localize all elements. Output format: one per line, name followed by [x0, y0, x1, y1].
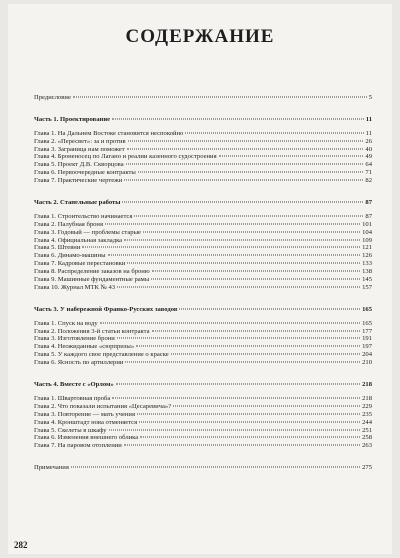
toc-chapter-entry-title: Глава 4. Кронштадт нова отменяется: [34, 418, 138, 426]
toc-chapter-entry-page: 235: [362, 410, 372, 418]
dot-leader: [116, 384, 360, 385]
toc-chapter-entry: [34, 213, 372, 221]
toc-part-entry-title: Часть 1. Проектирование: [34, 115, 111, 123]
toc-part-entry: [34, 199, 372, 207]
toc-chapter-entry: [34, 419, 372, 427]
dot-leader: [71, 467, 360, 468]
toc-chapter-entry-title: Глава 2. Палубная броня: [34, 220, 103, 228]
dot-leader: [138, 172, 364, 173]
dot-leader: [82, 247, 360, 248]
book-page: [8, 4, 392, 554]
dot-leader: [112, 397, 360, 398]
toc-chapter-entry: [34, 359, 372, 367]
toc-chapter-entry: [34, 434, 372, 442]
dot-leader: [140, 437, 360, 438]
toc-chapter-entry-page: 109: [362, 236, 372, 244]
toc-chapter-entry-page: 263: [362, 442, 372, 450]
dot-leader: [105, 223, 360, 224]
toc-chapter-entry-title: Глава 3. Повторение — мать учения: [34, 410, 135, 418]
dot-leader: [100, 322, 360, 323]
toc-chapter-entry: [34, 403, 372, 411]
toc-chapter-entry: [34, 335, 372, 343]
toc-chapter-entry: [34, 343, 372, 351]
toc-part-entry-title: Часть 4. Вместе с «Орлом»: [34, 381, 114, 389]
toc-chapter-entry-page: 87: [365, 212, 372, 220]
dot-leader: [127, 148, 364, 149]
toc-chapter-entry-title: Глава 2. Положения 3-й статьи контракта: [34, 327, 150, 335]
toc-chapter-entry-title: Глава 8. Распределение заказов на броню: [34, 268, 150, 276]
dot-leader: [127, 263, 360, 264]
dot-leader: [108, 255, 361, 256]
toc-chapter-entry: [34, 395, 372, 403]
toc-chapter-entry-title: Глава 5. Проект Д.В. Скворцова: [34, 161, 124, 169]
toc-chapter-entry-title: Глава 1. Швартовная проба: [34, 394, 111, 402]
toc-part-entry-page: 87: [365, 199, 372, 207]
toc-notes-entry-page: 275: [362, 464, 372, 472]
toc-chapter-entry: [34, 229, 372, 237]
page-number: 282: [14, 540, 28, 550]
toc-chapter-entry-page: 229: [362, 402, 372, 410]
dot-leader: [117, 338, 360, 339]
dot-leader: [125, 362, 360, 363]
dot-leader: [139, 421, 360, 422]
toc-chapter-entry: [34, 284, 372, 292]
dot-leader: [124, 180, 363, 181]
dot-leader: [152, 330, 361, 331]
toc-intro-entry: [34, 94, 372, 102]
toc-chapter-entry-title: Глава 9. Машинные фундаментные рамы: [34, 276, 150, 284]
toc-chapter-entry-title: Глава 6. Ясность по артиллерии: [34, 359, 124, 367]
toc-chapter-entry: [34, 138, 372, 146]
toc-chapter-entry-title: Глава 4. Неожиданные «сюрпризы»: [34, 343, 135, 351]
toc-part-entry: [34, 306, 372, 314]
toc-chapter-entry: [34, 427, 372, 435]
dot-leader: [128, 140, 364, 141]
toc-spacer: [34, 292, 372, 306]
toc-chapter-entry: [34, 320, 372, 328]
toc-chapter-entry: [34, 276, 372, 284]
dot-leader: [124, 239, 360, 240]
dot-leader: [185, 132, 363, 133]
toc-chapter-entry-title: Глава 7. Практические чертежи: [34, 177, 123, 185]
toc-chapter-entry: [34, 268, 372, 276]
toc-chapter-entry-title: Глава 5. Скелеты в шкафу: [34, 426, 107, 434]
dot-leader: [122, 202, 363, 203]
dot-leader: [152, 271, 360, 272]
toc-chapter-entry: [34, 244, 372, 252]
toc-spacer: [34, 102, 372, 116]
toc-spacer: [34, 367, 372, 381]
toc-chapter-entry-page: 157: [362, 283, 372, 291]
dot-leader: [179, 308, 360, 309]
toc-chapter-entry-title: Глава 6. Первоочередные контракты: [34, 169, 136, 177]
toc-chapter-entry-title: Глава 3. Годовый — проблемы старые: [34, 228, 141, 236]
toc-notes-entry-title: Примечания: [34, 464, 69, 472]
toc-spacer: [34, 450, 372, 464]
toc-chapter-entry-page: 64: [365, 161, 372, 169]
toc-chapter-entry-page: 244: [362, 418, 372, 426]
toc-chapter-entry-page: 258: [362, 434, 372, 442]
toc-chapter-entry: [34, 442, 372, 450]
toc-intro-entry-title: Предисловие: [34, 94, 71, 101]
toc-chapter-entry: [34, 177, 372, 185]
toc-spacer: [34, 185, 372, 199]
toc-chapter-entry-title: Глава 1. Строительство начинается: [34, 212, 133, 220]
dot-leader: [137, 413, 360, 414]
toc-chapter-entry: [34, 411, 372, 419]
page-title: СОДЕРЖАНИЕ: [125, 26, 275, 47]
dot-leader: [173, 405, 360, 406]
toc-chapter-entry-page: 126: [362, 252, 372, 260]
toc-intro-entry-page: 5: [368, 94, 372, 101]
toc-chapter-entry: [34, 153, 372, 161]
toc-chapter-entry-page: 165: [362, 319, 372, 327]
toc-chapter-entry-page: 82: [365, 177, 372, 185]
toc-part-entry: [34, 381, 372, 389]
toc-chapter-entry-page: 26: [365, 137, 372, 145]
toc-chapter-entry: [34, 161, 372, 169]
toc-chapter-entry-title: Глава 6. Изменения внешнего облика: [34, 434, 139, 442]
dot-leader: [117, 286, 360, 287]
toc-chapter-entry: [34, 237, 372, 245]
toc-chapter-entry-title: Глава 1. На Дальнем Востоке становится неспокойно: [34, 129, 184, 137]
dot-leader: [136, 346, 360, 347]
toc-chapter-entry-title: Глава 5. У каждого свое представление о краске: [34, 351, 169, 359]
table-of-contents: [34, 94, 372, 472]
toc-chapter-entry-title: Глава 4. Броненосец по Лагано и реалии казенного судостроения: [34, 153, 217, 161]
toc-chapter-entry-page: 133: [362, 260, 372, 268]
toc-chapter-entry-page: 145: [362, 276, 372, 284]
toc-chapter-entry-title: Глава 6. Динамо-машины: [34, 252, 106, 260]
toc-chapter-entry-page: 218: [362, 394, 372, 402]
toc-chapter-entry-page: 210: [362, 359, 372, 367]
toc-chapter-entry-page: 101: [362, 220, 372, 228]
toc-chapter-entry-page: 104: [362, 228, 372, 236]
toc-chapter-entry-page: 204: [362, 351, 372, 359]
toc-chapter-entry-title: Глава 10. Журнал МТК № 43: [34, 283, 116, 291]
toc-chapter-entry-title: Глава 1. Спуск на воду: [34, 319, 98, 327]
toc-chapter-entry: [34, 146, 372, 154]
dot-leader: [124, 445, 360, 446]
toc-chapter-entry: [34, 260, 372, 268]
toc-chapter-entry-page: 49: [365, 153, 372, 161]
toc-part-entry-page: 218: [362, 381, 372, 389]
toc-chapter-entry-title: Глава 3. Заграница нам поможет: [34, 145, 125, 153]
toc-chapter-entry-page: 138: [362, 268, 372, 276]
toc-part-entry-title: Часть 3. У набережной Франко-Русских заводов: [34, 305, 178, 313]
dot-leader: [73, 97, 367, 98]
toc-chapter-entry-page: 11: [365, 129, 372, 137]
toc-part-entry-title: Часть 2. Стапельные работы: [34, 199, 121, 207]
toc-chapter-entry-title: Глава 3. Изготовление брони: [34, 335, 115, 343]
toc-chapter-entry: [34, 169, 372, 177]
toc-chapter-entry-title: Глава 7. На паровом отоплении: [34, 442, 122, 450]
dot-leader: [143, 231, 360, 232]
toc-chapter-entry-title: Глава 2. «Пересвет»: за и против: [34, 137, 126, 145]
toc-part-entry-page: 165: [362, 305, 372, 313]
toc-chapter-entry-page: 40: [365, 145, 372, 153]
toc-chapter-entry-title: Глава 5. Штевни: [34, 244, 81, 252]
dot-leader: [112, 118, 364, 119]
dot-leader: [109, 429, 361, 430]
toc-chapter-entry-page: 177: [362, 327, 372, 335]
dot-leader: [151, 279, 360, 280]
toc-chapter-entry-page: 71: [365, 169, 372, 177]
toc-chapter-entry: [34, 252, 372, 260]
toc-chapter-entry: [34, 221, 372, 229]
toc-chapter-entry-page: 197: [362, 343, 372, 351]
toc-chapter-entry-title: Глава 4. Официальная закладка: [34, 236, 123, 244]
toc-chapter-entry-page: 121: [362, 244, 372, 252]
dot-leader: [126, 164, 364, 165]
toc-part-entry: [34, 116, 372, 124]
toc-chapter-entry-page: 251: [362, 426, 372, 434]
toc-chapter-entry: [34, 130, 372, 138]
toc-chapter-entry: [34, 351, 372, 359]
toc-part-entry-page: 11: [365, 115, 372, 123]
toc-chapter-entry-title: Глава 7. Кадровые перестановки: [34, 260, 126, 268]
toc-chapter-entry-title: Глава 2. Что показали испытания «Цесаревича»?: [34, 402, 172, 410]
toc-chapter-entry: [34, 328, 372, 336]
dot-leader: [134, 215, 363, 216]
toc-chapter-entry-page: 191: [362, 335, 372, 343]
dot-leader: [219, 156, 364, 157]
toc-notes-entry: [34, 464, 372, 472]
dot-leader: [171, 354, 360, 355]
